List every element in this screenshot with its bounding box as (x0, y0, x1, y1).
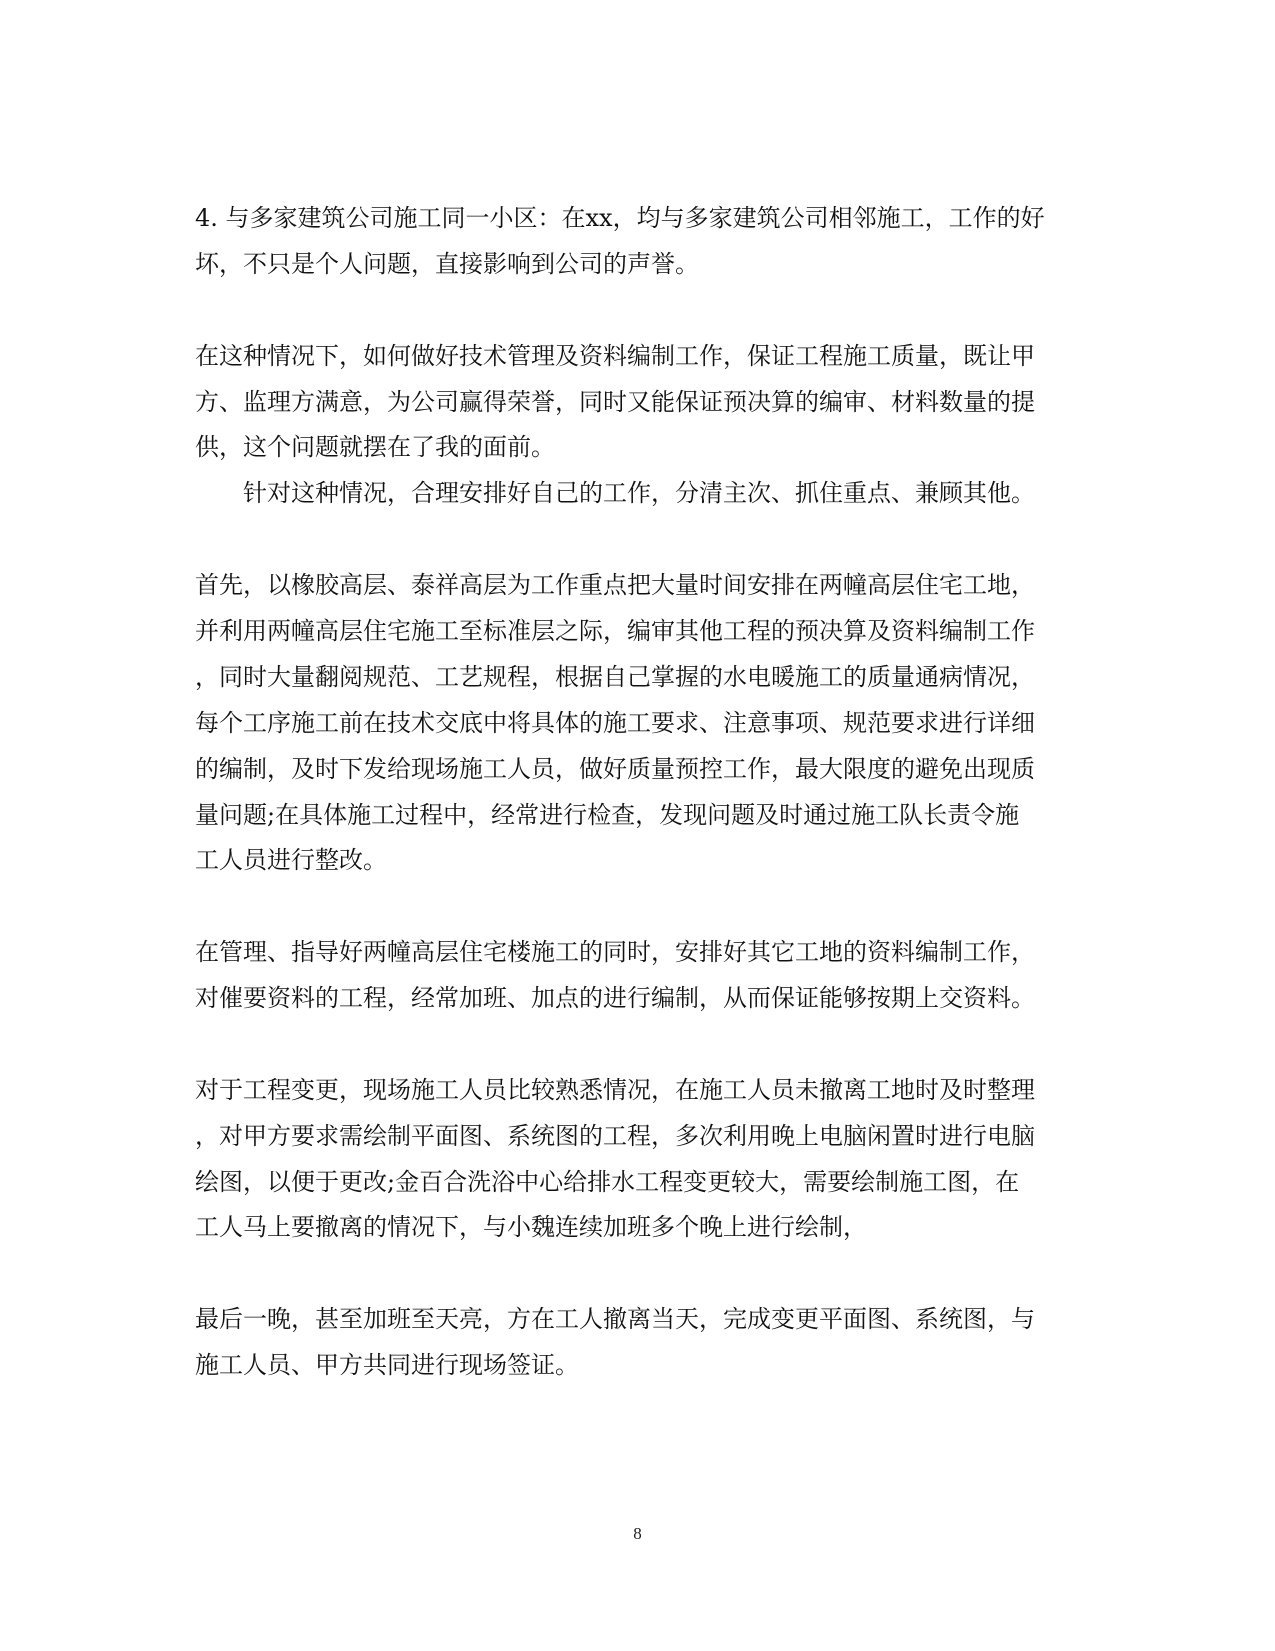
paragraph-1-line-2: 坏，不只是个人问题，直接影响到公司的声誉。 (195, 250, 699, 278)
paragraph-3-line-1: 首先，以橡胶高层、泰祥高层为工作重点把大量时间安排在两幢高层住宅工地， (195, 571, 1035, 599)
paragraph-4-line-2: 对催要资料的工程，经常加班、加点的进行编制，从而保证能够按期上交资料。 (195, 984, 1035, 1012)
paragraph-4-line-1: 在管理、指导好两幢高层住宅楼施工的同时，安排好其它工地的资料编制工作， (195, 938, 1035, 966)
paragraph-2-line-2: 方、监理方满意，为公司赢得荣誉，同时又能保证预决算的编审、材料数量的提 (195, 388, 1035, 416)
paragraph-3-line-4: 每个工序施工前在技术交底中将具体的施工要求、注意事项、规范要求进行详细 (195, 709, 1035, 737)
paragraph-6-line-1: 最后一晚，甚至加班至天亮，方在工人撤离当天，完成变更平面图、系统图，与 (195, 1305, 1035, 1333)
paragraph-2-line-3: 供，这个问题就摆在了我的面前。 (195, 433, 555, 461)
paragraph-5-line-1: 对于工程变更，现场施工人员比较熟悉情况，在施工人员未撤离工地时及时整理 (195, 1076, 1035, 1104)
paragraph-5-line-4: 工人马上要撤离的情况下，与小魏连续加班多个晚上进行绘制， (195, 1213, 867, 1241)
paragraph-2-line-4: 针对这种情况，合理安排好自己的工作，分清主次、抓住重点、兼顾其他。 (243, 479, 1035, 507)
page-number: 8 (633, 1524, 642, 1543)
paragraph-3-line-6: 量问题;在具体施工过程中，经常进行检查，发现问题及时通过施工队长责令施 (195, 801, 1020, 829)
paragraph-5-line-2: ，对甲方要求需绘制平面图、系统图的工程，多次利用晚上电脑闲置时进行电脑 (195, 1122, 1035, 1150)
paragraph-3-line-2: 并利用两幢高层住宅施工至标准层之际，编审其他工程的预决算及资料编制工作 (195, 617, 1035, 645)
paragraph-3-line-7: 工人员进行整改。 (195, 846, 387, 874)
paragraph-6-line-2: 施工人员、甲方共同进行现场签证。 (195, 1351, 579, 1379)
paragraph-1-line-1: 4. 与多家建筑公司施工同一小区：在xx，均与多家建筑公司相邻施工，工作的好 (195, 204, 1045, 232)
paragraph-5-line-3: 绘图，以便于更改;金百合洗浴中心给排水工程变更较大，需要绘制施工图，在 (195, 1168, 1020, 1196)
paragraph-3-line-3: ，同时大量翻阅规范、工艺规程，根据自己掌握的水电暖施工的质量通病情况， (195, 663, 1035, 691)
paragraph-3-line-5: 的编制，及时下发给现场施工人员，做好质量预控工作，最大限度的避免出现质 (195, 755, 1035, 783)
paragraph-2-line-1: 在这种情况下，如何做好技术管理及资料编制工作，保证工程施工质量，既让甲 (195, 342, 1035, 370)
